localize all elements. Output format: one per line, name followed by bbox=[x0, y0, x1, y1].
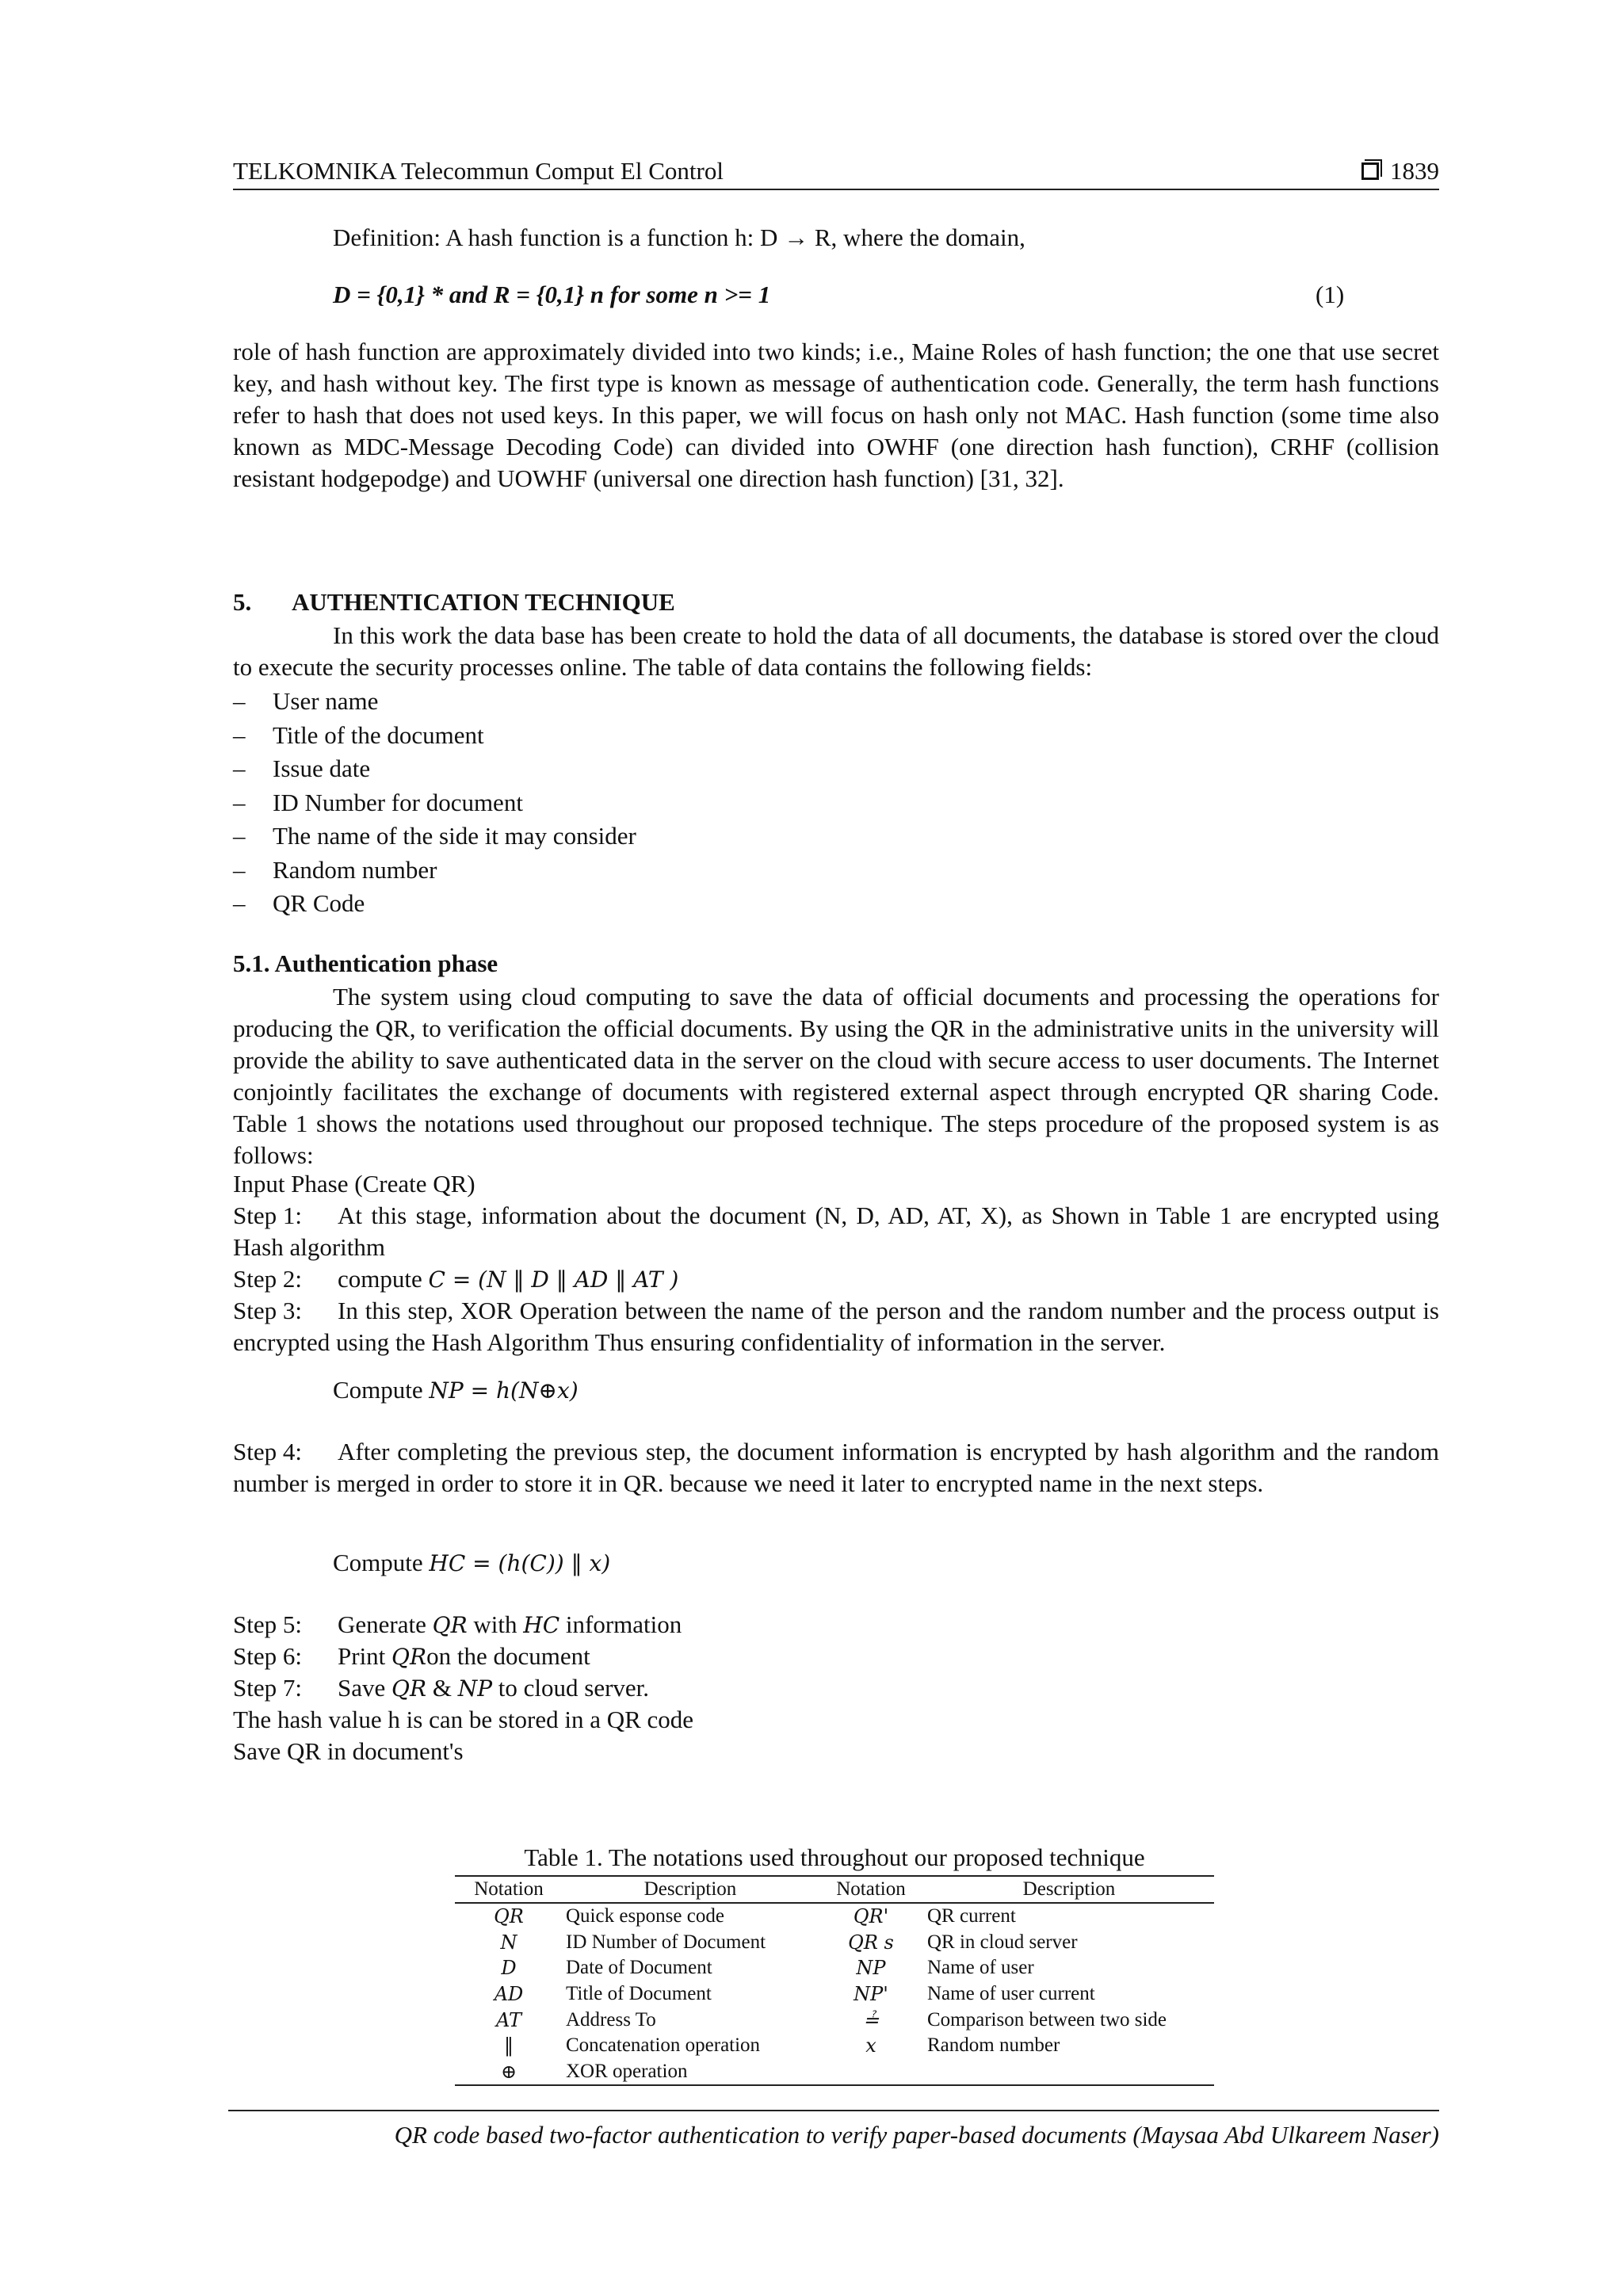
notation-table bbox=[455, 1875, 1214, 2086]
step-6: Step 6: Print QRon the document bbox=[233, 1642, 590, 1670]
table-row: AT Address To ≟ Comparison between two side bbox=[495, 2008, 1167, 2031]
table-row: D Date of Document NP Name of user bbox=[501, 1957, 1034, 1980]
page-number: 1839 bbox=[1390, 157, 1439, 185]
column-header: Notation bbox=[455, 1876, 563, 1903]
hash-function-paragraph: role of hash function are approximately divided into two kinds; i.e., Maine Roles of hash function; the one that use secret key, and hash without key. The first type is known as message of authentication code. Generally, the term hash functions refer to hash that does not used keys. In this paper, we will focus on hash only not MAC. Hash function (some time also known as MDC-Message Decoding Code) can divided into OWHF (one direction hash function), CRHF (collision resistant hodgepodge) and UOWHF (universal one direction hash function) [31, 32]. bbox=[233, 338, 1439, 492]
closing-line-1: The hash value h is can be stored in a QR code bbox=[233, 1706, 694, 1733]
step-1: Step 1: At this stage, information about the document (N, D, AD, AT, X), as Shown in Table 1 are encrypted using Hash algorithm bbox=[233, 1201, 1439, 1261]
step-3: Step 3: In this step, XOR Operation between the name of the person and the random number and the process output is encrypted using the Hash Algorithm Thus ensuring confidentiality of information in the server. bbox=[233, 1297, 1439, 1356]
column-header: Notation bbox=[818, 1876, 924, 1903]
step-7: Step 7: Save QR & NP to cloud server. bbox=[233, 1674, 650, 1702]
square-box-icon bbox=[1361, 162, 1379, 180]
list-item: – QR Code bbox=[233, 889, 365, 917]
section-5-intro: In this work the data base has been create to hold the data of all documents, the database is stored over the cloud to execute the security processes online. The table of data contains the following fields: bbox=[233, 621, 1439, 681]
column-header: Description bbox=[924, 1876, 1214, 1903]
equation-1: D = {0,1} * and R = {0,1} n for some n >= 1 bbox=[333, 281, 771, 308]
table-caption: Table 1. The notations used throughout our proposed technique bbox=[524, 1843, 1145, 1871]
page-number-block bbox=[1361, 157, 1439, 185]
table-header-row bbox=[455, 1876, 1214, 1903]
step-5: Step 5: Generate QR with HC information bbox=[233, 1610, 682, 1638]
running-header bbox=[233, 154, 1439, 190]
step-2: Step 2: compute C = (N ‖ D ‖ AD ‖ AT ) bbox=[233, 1265, 679, 1293]
column-header: Description bbox=[563, 1876, 818, 1903]
list-item: – Random number bbox=[233, 855, 437, 884]
table-row: N ID Number of Document QR s QR in cloud server bbox=[500, 1931, 1078, 1954]
table-row: QR Quick esponse code QR' QR current bbox=[494, 1905, 1016, 1928]
formula-np: Compute NP = h(N⊕x) bbox=[333, 1376, 579, 1404]
authentication-phase-paragraph: The system using cloud computing to save the data of official documents and processing the operations for producing the QR, to verification the official documents. By using the QR in the administrative units in the university will provide the ability to save authenticated data in the server on the cloud with secure access to user documents. The Internet conjointly facilitates the exchange of documents with registered external aspect through encrypted QR sharing Code. Table 1 shows the notations used throughout our proposed technique. The steps procedure of the proposed system is as follows: bbox=[233, 983, 1439, 1169]
list-item: – The name of the side it may consider bbox=[233, 822, 636, 850]
journal-title: TELKOMNIKA Telecommun Comput El Control bbox=[233, 157, 724, 185]
section-5-heading bbox=[233, 588, 675, 617]
section-number: 5. bbox=[233, 588, 252, 616]
fields-list bbox=[233, 685, 636, 921]
list-item: – ID Number for document bbox=[233, 788, 523, 816]
formula-c: C = (N ‖ D ‖ AD ‖ AT ) bbox=[428, 1266, 679, 1293]
definition-text: Definition: A hash function is a function h: D → R, where the domain, bbox=[333, 223, 1025, 251]
table-row: AD Title of Document NP' Name of user current bbox=[494, 1983, 1095, 2006]
step-4: Step 4: After completing the previous step, the document information is encrypted by hash algorithm and the random number is merged in order to store it in QR. because we need it later to encrypted name in the next steps. bbox=[233, 1438, 1439, 1497]
list-item: – User name bbox=[233, 687, 379, 715]
formula-hc: Compute HC = (h(C)) ‖ x) bbox=[333, 1549, 611, 1576]
section-5-1-heading: 5.1. Authentication phase bbox=[233, 949, 498, 977]
equation-number: (1) bbox=[1316, 281, 1345, 308]
section-title: AUTHENTICATION TECHNIQUE bbox=[292, 588, 675, 616]
list-item: – Title of the document bbox=[233, 720, 484, 749]
closing-line-2: Save QR in document's bbox=[233, 1737, 464, 1765]
table-row: ‖ Concatenation operation x Random number bbox=[504, 2034, 1060, 2057]
running-footer: QR code based two-factor authentication to verify paper-based documents (Maysaa Abd Ulkareem Naser) bbox=[228, 2110, 1439, 2149]
list-item: – Issue date bbox=[233, 755, 371, 782]
table-row: ⊕ XOR operation bbox=[455, 2059, 1214, 2086]
input-phase-label: Input Phase (Create QR) bbox=[233, 1170, 475, 1198]
